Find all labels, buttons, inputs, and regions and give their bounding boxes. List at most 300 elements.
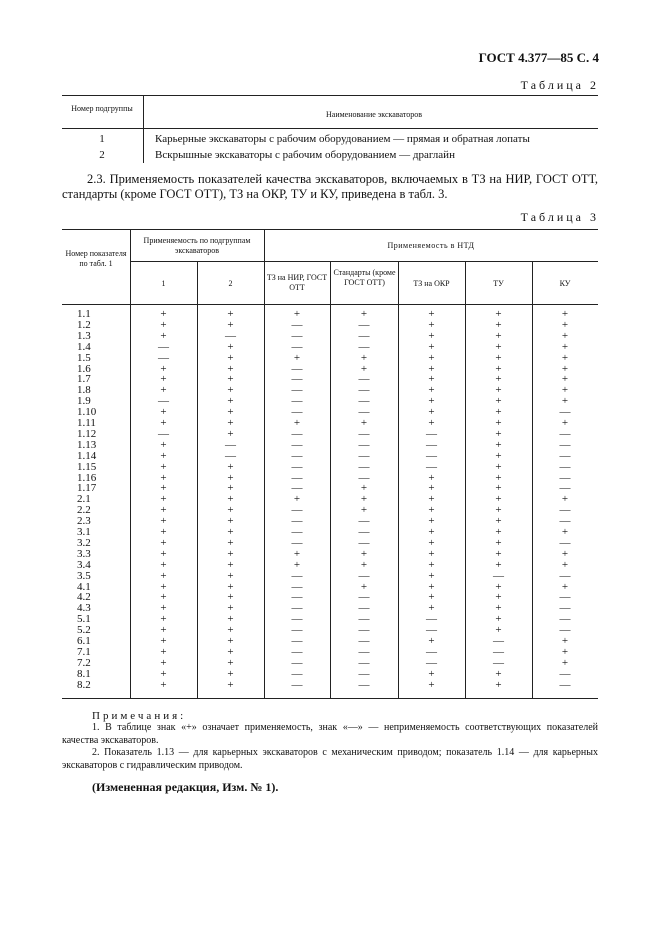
applicability-cell: — [291, 515, 303, 528]
applicability-cell: + [428, 536, 435, 549]
applicability-cell: + [495, 504, 502, 517]
table3-bottom-rule [62, 698, 598, 699]
applicability-cell: + [227, 427, 234, 440]
applicability-cell: — [358, 395, 370, 408]
applicability-cell: + [160, 417, 167, 429]
applicability-cell: — [291, 526, 303, 538]
table-row [62, 374, 598, 385]
applicability-cell: + [428, 526, 435, 538]
applicability-cell: — [426, 624, 437, 637]
applicability-cell: — [493, 635, 504, 647]
applicability-cell: + [428, 362, 435, 375]
applicability-cell: + [160, 504, 167, 517]
applicability-cell: + [160, 471, 167, 484]
row-number: 1.2 [77, 318, 91, 331]
notes-title: Примечания: [92, 710, 187, 722]
row-number: 1.6 [77, 362, 91, 375]
applicability-cell: + [561, 645, 569, 658]
applicability-cell: + [561, 547, 569, 560]
applicability-cell: — [493, 569, 504, 582]
applicability-cell: — [426, 613, 437, 626]
applicability-cell: + [227, 351, 234, 364]
table-row [62, 669, 598, 680]
table-row [62, 473, 598, 484]
applicability-cell: + [160, 656, 167, 669]
applicability-cell: + [428, 318, 435, 331]
applicability-cell: + [160, 613, 167, 626]
applicability-cell: + [495, 340, 502, 353]
row-number: 3.1 [77, 526, 91, 538]
applicability-cell: — [158, 427, 169, 440]
applicability-cell: + [160, 384, 167, 397]
applicability-cell: + [227, 504, 234, 517]
applicability-cell: + [428, 635, 435, 647]
applicability-cell: + [227, 318, 234, 331]
table-row [62, 407, 598, 418]
applicability-cell: + [227, 678, 234, 691]
table3-mid-rule [130, 261, 598, 262]
applicability-cell: + [227, 384, 234, 397]
table-row [62, 625, 598, 636]
applicability-cell: + [495, 493, 502, 506]
applicability-cell: + [561, 558, 569, 571]
applicability-cell: — [493, 656, 504, 669]
applicability-cell: + [561, 635, 569, 647]
applicability-cell: + [227, 645, 234, 658]
applicability-cell: + [227, 613, 234, 626]
applicability-cell: + [495, 547, 502, 560]
applicability-cell: — [358, 569, 370, 582]
table-row [62, 429, 598, 440]
table-row [62, 505, 598, 516]
applicability-cell: + [360, 504, 368, 517]
applicability-cell: — [291, 318, 303, 331]
table-row [62, 527, 598, 538]
applicability-cell: — [358, 624, 370, 637]
table-row [62, 320, 598, 331]
applicability-cell: — [291, 569, 303, 582]
applicability-cell: + [561, 373, 569, 386]
applicability-cell: — [291, 471, 303, 484]
applicability-cell: — [559, 678, 571, 691]
applicability-cell: + [360, 308, 368, 320]
applicability-cell: + [428, 417, 435, 429]
applicability-cell: + [495, 308, 502, 320]
applicability-cell: + [428, 340, 435, 353]
applicability-cell: — [493, 645, 504, 658]
applicability-cell: — [291, 395, 303, 408]
applicability-cell: + [561, 493, 569, 506]
applicability-cell: + [561, 340, 569, 353]
applicability-cell: + [160, 438, 167, 451]
applicability-cell: + [495, 558, 502, 571]
row-number: 1.17 [77, 482, 97, 495]
applicability-cell: + [495, 515, 502, 528]
applicability-cell: + [561, 395, 569, 408]
applicability-cell: + [160, 308, 167, 320]
row-number: 2.3 [77, 515, 91, 528]
row-number: 1.7 [77, 373, 91, 386]
applicability-cell: — [291, 406, 303, 419]
applicability-cell: — [559, 591, 571, 604]
applicability-cell: — [291, 656, 303, 669]
applicability-cell: — [358, 384, 370, 397]
applicability-cell: + [495, 417, 502, 429]
applicability-cell: — [559, 449, 571, 462]
applicability-cell: + [227, 547, 234, 560]
row-number: 1.5 [77, 351, 91, 364]
applicability-cell: + [160, 318, 167, 331]
table3-sub-2: 2 [228, 279, 233, 288]
row-number: 1.15 [77, 460, 97, 473]
table-row [62, 462, 598, 473]
applicability-cell: + [160, 645, 167, 658]
applicability-cell: + [428, 678, 435, 691]
applicability-cell: — [358, 329, 370, 342]
applicability-cell: + [495, 482, 502, 495]
applicability-cell: + [293, 417, 301, 429]
applicability-cell: — [358, 667, 370, 680]
table-row [62, 516, 598, 527]
row-number: 2.1 [77, 493, 91, 506]
table-row [62, 647, 598, 658]
applicability-cell: + [160, 624, 167, 637]
table2-caption: Таблица 2 [520, 78, 599, 92]
applicability-cell: + [428, 351, 435, 364]
applicability-cell: + [160, 515, 167, 528]
applicability-cell: — [358, 438, 370, 451]
applicability-cell: — [358, 602, 370, 615]
applicability-cell: + [227, 536, 234, 549]
table2-row1-num: 1 [99, 133, 105, 145]
row-number: 1.11 [77, 417, 96, 429]
applicability-cell: + [561, 308, 569, 320]
applicability-cell: — [426, 460, 437, 473]
table-row [62, 331, 598, 342]
applicability-cell: + [561, 417, 569, 429]
applicability-cell: — [426, 449, 437, 462]
applicability-cell: — [358, 427, 370, 440]
applicability-cell: + [160, 569, 167, 582]
table2-head-rule [62, 128, 598, 129]
applicability-cell: + [495, 449, 502, 462]
applicability-cell: — [358, 645, 370, 658]
applicability-cell: — [158, 340, 169, 353]
applicability-cell: — [158, 351, 169, 364]
row-number: 5.1 [77, 613, 91, 626]
applicability-cell: + [360, 547, 368, 560]
table3-sub-ku: КУ [559, 279, 571, 288]
applicability-cell: + [495, 406, 502, 419]
table-row [62, 451, 598, 462]
applicability-cell: + [160, 449, 167, 462]
table-row [62, 494, 598, 505]
applicability-cell: — [291, 678, 303, 691]
row-number: 1.8 [77, 384, 91, 397]
applicability-cell: + [227, 591, 234, 604]
applicability-cell: + [160, 329, 167, 342]
applicability-cell: + [227, 656, 234, 669]
applicability-cell: + [428, 493, 435, 506]
applicability-cell: — [358, 678, 370, 691]
applicability-cell: + [561, 526, 569, 538]
applicability-cell: + [428, 482, 435, 495]
applicability-cell: — [426, 645, 437, 658]
applicability-cell: + [561, 351, 569, 364]
applicability-cell: + [428, 547, 435, 560]
applicability-cell: — [291, 645, 303, 658]
applicability-cell: — [291, 624, 303, 637]
applicability-cell: + [495, 329, 502, 342]
applicability-cell: + [428, 515, 435, 528]
applicability-cell: — [559, 471, 571, 484]
applicability-cell: + [360, 558, 368, 571]
table-row [62, 364, 598, 375]
applicability-cell: — [291, 667, 303, 680]
applicability-cell: + [227, 493, 234, 506]
applicability-cell: — [559, 406, 571, 419]
row-number: 7.2 [77, 656, 91, 669]
table2-col-divider [143, 95, 144, 163]
applicability-cell: + [360, 482, 368, 495]
applicability-cell: + [160, 493, 167, 506]
applicability-cell: + [227, 308, 234, 320]
table3-caption: Таблица 3 [520, 210, 599, 224]
applicability-cell: — [291, 427, 303, 440]
applicability-cell: — [358, 449, 370, 462]
applicability-cell: + [227, 526, 234, 538]
applicability-cell: + [495, 373, 502, 386]
applicability-cell: + [428, 406, 435, 419]
applicability-cell: + [160, 591, 167, 604]
table-row [62, 385, 598, 396]
row-number: 3.4 [77, 558, 91, 571]
applicability-cell: + [495, 678, 502, 691]
row-number: 4.3 [77, 602, 91, 615]
row-number: 5.2 [77, 624, 91, 637]
applicability-cell: — [291, 329, 303, 342]
table2-row2-name: Вскрышные экскаваторы с рабочим оборудованием — драглайн [155, 149, 455, 161]
row-number: 3.2 [77, 536, 91, 549]
applicability-cell: + [227, 635, 234, 647]
applicability-cell: — [291, 580, 303, 593]
row-number: 7.1 [77, 645, 91, 658]
applicability-cell: + [160, 667, 167, 680]
table2-head-name: Наименование экскаваторов [325, 110, 422, 119]
table3-sub-tz-okr: ТЗ на ОКР [413, 279, 450, 288]
applicability-cell: + [428, 395, 435, 408]
table-row [62, 483, 598, 494]
applicability-cell: + [160, 526, 167, 538]
applicability-cell: + [495, 624, 502, 637]
table3-head-num: Номер показателя по табл. 1 [65, 249, 127, 268]
applicability-cell: + [495, 351, 502, 364]
applicability-cell: — [291, 602, 303, 615]
applicability-cell: + [160, 536, 167, 549]
applicability-cell: + [160, 678, 167, 691]
applicability-cell: + [428, 471, 435, 484]
applicability-cell: + [495, 667, 502, 680]
applicability-cell: + [495, 384, 502, 397]
applicability-cell: + [227, 406, 234, 419]
applicability-cell: — [291, 373, 303, 386]
applicability-cell: + [227, 515, 234, 528]
applicability-cell: — [225, 449, 236, 462]
table-row [62, 538, 598, 549]
table3-head-group: Применяемость по подгруппам экскаваторов [143, 236, 251, 255]
applicability-cell: + [428, 667, 435, 680]
applicability-cell: + [495, 471, 502, 484]
table-row [62, 636, 598, 647]
row-number: 1.12 [77, 427, 97, 440]
table3-top-rule [62, 229, 598, 230]
applicability-cell: — [358, 515, 370, 528]
row-number: 1.16 [77, 471, 97, 484]
applicability-cell: + [227, 602, 234, 615]
applicability-cell: — [225, 329, 236, 342]
applicability-cell: — [559, 427, 571, 440]
applicability-cell: + [428, 569, 435, 582]
row-number: 1.3 [77, 329, 91, 342]
applicability-cell: + [428, 558, 435, 571]
applicability-cell: + [227, 340, 234, 353]
applicability-cell: + [561, 329, 569, 342]
applicability-cell: — [358, 635, 370, 647]
applicability-cell: + [495, 602, 502, 615]
applicability-cell: — [358, 656, 370, 669]
table3-sub-standards: Стандарты (кроме ГОСТ ОТТ) [333, 268, 396, 287]
applicability-cell: — [559, 482, 571, 495]
applicability-cell: — [358, 526, 370, 538]
applicability-cell: + [561, 362, 569, 375]
table-row [62, 549, 598, 560]
table-row [62, 342, 598, 353]
applicability-cell: + [360, 351, 368, 364]
table-row [62, 658, 598, 669]
applicability-cell: — [358, 591, 370, 604]
applicability-cell: + [160, 547, 167, 560]
table2-head-num: Номер подгруппы [71, 104, 133, 113]
applicability-cell: + [227, 417, 234, 429]
applicability-cell: — [358, 318, 370, 331]
row-number: 4.1 [77, 580, 91, 593]
row-number: 1.14 [77, 449, 97, 462]
note-2: 2. Показатель 1.13 — для карьерных экскаваторов с механическим приводом; показатель 1.14 — для карьерных экскаваторов с гидравлическим приводом. [62, 747, 598, 771]
table-row [62, 614, 598, 625]
applicability-cell: — [291, 635, 303, 647]
applicability-cell: — [559, 569, 571, 582]
applicability-cell: — [559, 438, 571, 451]
applicability-cell: + [495, 613, 502, 626]
applicability-cell: + [160, 362, 167, 375]
row-number: 1.10 [77, 406, 97, 419]
applicability-cell: + [495, 591, 502, 604]
applicability-cell: — [358, 460, 370, 473]
applicability-cell: + [160, 558, 167, 571]
applicability-cell: + [227, 569, 234, 582]
applicability-cell: + [227, 373, 234, 386]
row-number: 2.2 [77, 504, 91, 517]
table-row [62, 603, 598, 614]
table-row [62, 592, 598, 603]
applicability-cell: — [559, 613, 571, 626]
applicability-cell: + [561, 580, 569, 593]
table-row [62, 582, 598, 593]
applicability-cell: + [227, 580, 234, 593]
applicability-cell: + [293, 547, 301, 560]
applicability-cell: + [495, 318, 502, 331]
table-row [62, 440, 598, 451]
applicability-cell: — [559, 602, 571, 615]
applicability-cell: + [561, 318, 569, 331]
applicability-cell: + [495, 536, 502, 549]
applicability-cell: + [227, 667, 234, 680]
change-note: (Измененная редакция, Изм. № 1). [92, 780, 279, 794]
applicability-cell: + [293, 308, 301, 320]
applicability-cell: + [160, 635, 167, 647]
applicability-cell: — [559, 460, 571, 473]
row-number: 8.2 [77, 678, 91, 691]
applicability-cell: + [428, 504, 435, 517]
applicability-cell: + [495, 526, 502, 538]
table3-head-ntd: Применяемость в НТД [387, 241, 475, 250]
applicability-cell: — [291, 536, 303, 549]
applicability-cell: — [358, 613, 370, 626]
applicability-cell: + [561, 384, 569, 397]
applicability-cell: — [291, 482, 303, 495]
table3-sub-tz-nir: ТЗ на НИР, ГОСТ ОТТ [266, 273, 328, 292]
applicability-cell: — [559, 504, 571, 517]
applicability-cell: + [227, 558, 234, 571]
applicability-cell: + [360, 362, 368, 375]
applicability-cell: + [495, 427, 502, 440]
applicability-cell: + [227, 471, 234, 484]
applicability-cell: + [160, 602, 167, 615]
applicability-cell: + [495, 395, 502, 408]
table-row [62, 571, 598, 582]
row-number: 4.2 [77, 591, 91, 604]
applicability-cell: — [358, 471, 370, 484]
applicability-cell: — [559, 515, 571, 528]
applicability-cell: — [559, 624, 571, 637]
applicability-cell: — [291, 613, 303, 626]
applicability-cell: — [426, 656, 437, 669]
applicability-cell: + [293, 351, 301, 364]
applicability-cell: + [360, 493, 368, 506]
applicability-cell: + [160, 460, 167, 473]
applicability-cell: — [426, 427, 437, 440]
applicability-cell: + [428, 384, 435, 397]
page-header: ГОСТ 4.377—85 С. 4 [478, 50, 599, 65]
table3-sub-1: 1 [161, 279, 166, 288]
applicability-cell: — [225, 438, 236, 451]
applicability-cell: + [428, 602, 435, 615]
table-row [62, 680, 598, 691]
applicability-cell: — [358, 373, 370, 386]
row-number: 1.9 [77, 395, 91, 408]
applicability-cell: — [358, 340, 370, 353]
applicability-cell: + [227, 482, 234, 495]
applicability-cell: — [426, 438, 437, 451]
applicability-cell: + [495, 580, 502, 593]
row-number: 1.4 [77, 340, 91, 353]
row-number: 1.1 [77, 308, 91, 320]
applicability-cell: + [360, 417, 368, 429]
applicability-cell: — [291, 591, 303, 604]
table3-sub-tu: ТУ [493, 279, 504, 288]
applicability-cell: + [428, 308, 435, 320]
applicability-cell: — [291, 449, 303, 462]
